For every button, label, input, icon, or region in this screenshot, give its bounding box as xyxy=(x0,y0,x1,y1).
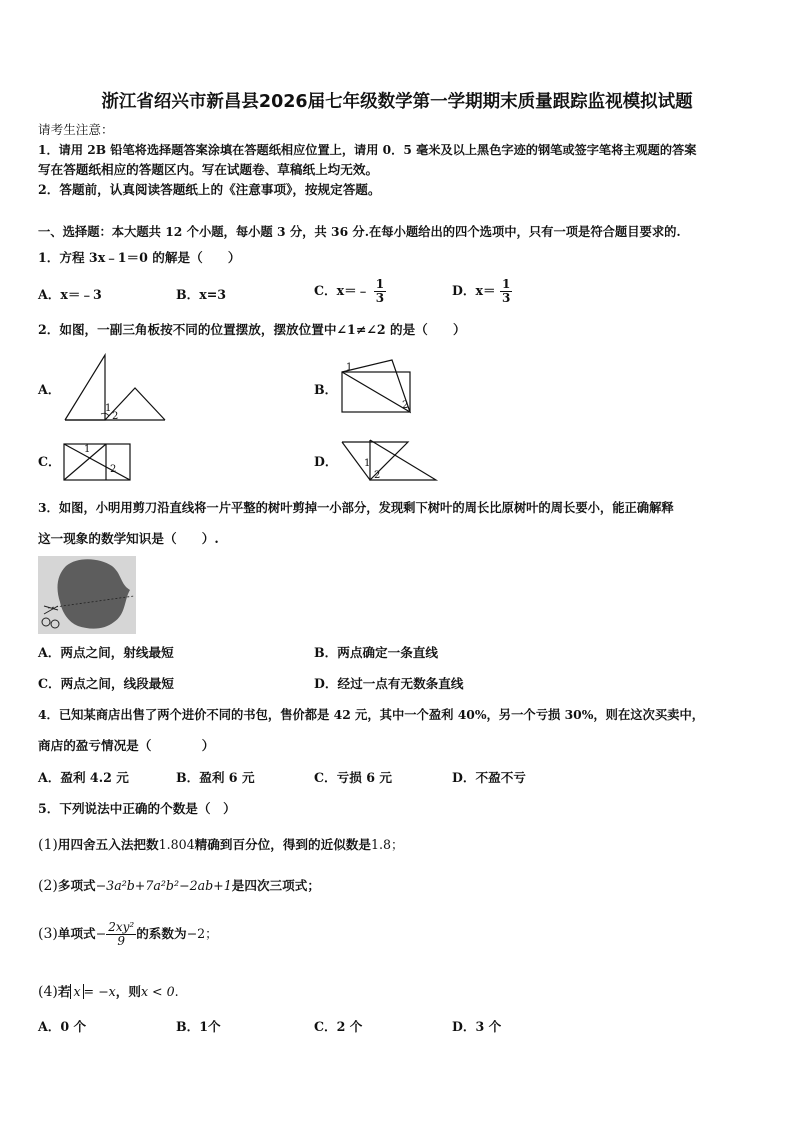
q2-option-b-label: B． xyxy=(314,382,338,397)
q5-statement-3 xyxy=(38,920,218,948)
q5-stem: 5．下列说法中正确的个数是（ ） xyxy=(38,801,236,816)
q5-option-b: B．1个 xyxy=(176,1019,221,1034)
q3-option-c: C．两点之间，线段最短 xyxy=(38,676,174,691)
statement-end: . xyxy=(174,984,179,999)
statement-value: 1.804 xyxy=(158,837,195,852)
minus-sign: − xyxy=(95,926,107,941)
q5-option-d: D．3 个 xyxy=(452,1019,502,1034)
condition: x < 0 xyxy=(140,984,175,999)
statement-text: 多项式 xyxy=(57,878,96,893)
angle-1-label: 1 xyxy=(364,458,371,469)
fraction-numerator: 1 xyxy=(502,277,511,291)
equation-rhs: = −x xyxy=(83,984,116,999)
q3-stem-line-2: 这一现象的数学知识是（ ）. xyxy=(38,531,219,546)
q1-option-a: A．x＝﹣3 xyxy=(38,287,102,302)
q1-option-b: B．x=3 xyxy=(176,287,227,302)
polynomial-expression: −3a²b+7a²b²−2ab+1 xyxy=(95,878,232,893)
q1-stem: 1．方程 3x﹣1＝0 的解是（ ） xyxy=(38,250,241,265)
q5-statement-4 xyxy=(38,984,179,1000)
statement-number: (4) xyxy=(38,984,58,1000)
q4-option-a: A．盈利 4.2 元 xyxy=(38,770,129,785)
q5-option-c: C．2 个 xyxy=(314,1019,363,1034)
statement-value-2: 1.8 xyxy=(370,837,391,852)
q1-option-d-fraction xyxy=(500,278,512,305)
angle-2-label: 2 xyxy=(402,400,409,411)
statement-number: (1) xyxy=(38,837,58,853)
q4-option-d: D．不盈不亏 xyxy=(452,770,526,785)
q2-figure-a xyxy=(60,350,170,425)
q5-statement-2 xyxy=(38,878,320,894)
q5-option-a: A．0 个 xyxy=(38,1019,87,1034)
angle-1-label: 1 xyxy=(105,403,112,414)
notice-item-1b: 写在答题纸相应的答题区内。写在试题卷、草稿纸上均无效。 xyxy=(38,162,379,177)
fraction-denominator: 9 xyxy=(106,934,136,948)
angle-2-label: 2 xyxy=(374,470,381,481)
statement-text-2: ，则 xyxy=(115,984,141,999)
statement-end: ； xyxy=(205,926,218,941)
statement-text-2: 精确到百分位，得到的近似数是 xyxy=(194,837,371,852)
q2-figure-c xyxy=(60,438,140,483)
q4-option-c: C．亏损 6 元 xyxy=(314,770,392,785)
leaf-scissors-image xyxy=(38,556,136,634)
q4-stem-line-1: 4．已知某商店出售了两个进价不同的书包，售价都是 42 元，其中一个盈利 40%，另一个亏损 30%，则在这次买卖中， xyxy=(38,707,705,722)
q2-figure-b xyxy=(338,358,418,418)
page-title: 浙江省绍兴市新昌县2026届七年级数学第一学期期末质量跟踪监视模拟试题 xyxy=(101,92,693,112)
q4-option-b: B．盈利 6 元 xyxy=(176,770,255,785)
statement-text: 若 xyxy=(57,984,71,999)
q3-stem-line-1: 3．如图，小明用剪刀沿直线将一片平整的树叶剪掉一小部分，发现剩下树叶的周长比原树叶的周长要小，能正确解释 xyxy=(38,500,674,515)
section-heading: 一、选择题：本大题共 12 个小题，每小题 3 分，共 36 分.在每小题给出的四个选项中，只有一项是符合题目要求的. xyxy=(38,224,681,239)
fraction-denominator: 3 xyxy=(502,291,511,305)
q1-option-c xyxy=(314,278,386,305)
q2-option-a-label: A． xyxy=(38,382,61,397)
notice-item-2: 2．答题前，认真阅读答题纸上的《注意事项》，按规定答题。 xyxy=(38,182,381,197)
q2-figure-d xyxy=(340,436,440,486)
absolute-value: x xyxy=(70,984,83,999)
q3-option-b: B．两点确定一条直线 xyxy=(314,645,438,660)
notice-header: 请考生注意： xyxy=(38,122,114,137)
statement-text: 用四舍五入法把数 xyxy=(57,837,159,852)
q3-option-d: D．经过一点有无数条直线 xyxy=(314,676,464,691)
statement-text-2: 是四次三项式； xyxy=(231,878,320,893)
q5-statement-1 xyxy=(38,837,404,853)
q1-option-c-fraction xyxy=(374,278,386,305)
angle-1-label: 1 xyxy=(346,362,353,373)
statement-text-2: 的系数为 xyxy=(136,926,187,941)
q2-option-d-label: D． xyxy=(314,454,338,469)
monomial-fraction xyxy=(106,921,136,948)
notice-item-1a: 1．请用 2B 铅笔将选择题答案涂填在答题纸相应位置上，请用 0．5 毫米及以上黑色字迹的钢笔或签字笔将主观题的答案 xyxy=(38,143,697,157)
q3-option-a: A．两点之间，射线最短 xyxy=(38,645,174,660)
q1-option-c-prefix: C．x＝﹣ xyxy=(314,283,370,298)
q1-option-d-prefix: D．x＝ xyxy=(452,283,496,298)
statement-number: (2) xyxy=(38,878,58,894)
q2-stem: 2．如图，一副三角板按不同的位置摆放，摆放位置中∠1≠∠2 的是（ ） xyxy=(38,322,466,337)
q2-option-c-label: C． xyxy=(38,454,61,469)
q4-stem-line-2: 商店的盈亏情况是（ ） xyxy=(38,738,215,753)
fraction-numerator: 2xy² xyxy=(108,920,135,934)
statement-text: 单项式 xyxy=(57,926,96,941)
statement-number: (3) xyxy=(38,926,58,942)
angle-2-label: 2 xyxy=(110,464,117,475)
statement-end: ； xyxy=(391,837,404,852)
angle-1-label: 1 xyxy=(84,444,91,455)
statement-value: −2 xyxy=(186,926,206,941)
angle-2-label: 2 xyxy=(112,411,119,422)
q1-option-d xyxy=(452,278,512,305)
fraction-denominator: 3 xyxy=(375,291,385,305)
fraction-numerator: 1 xyxy=(375,277,385,291)
